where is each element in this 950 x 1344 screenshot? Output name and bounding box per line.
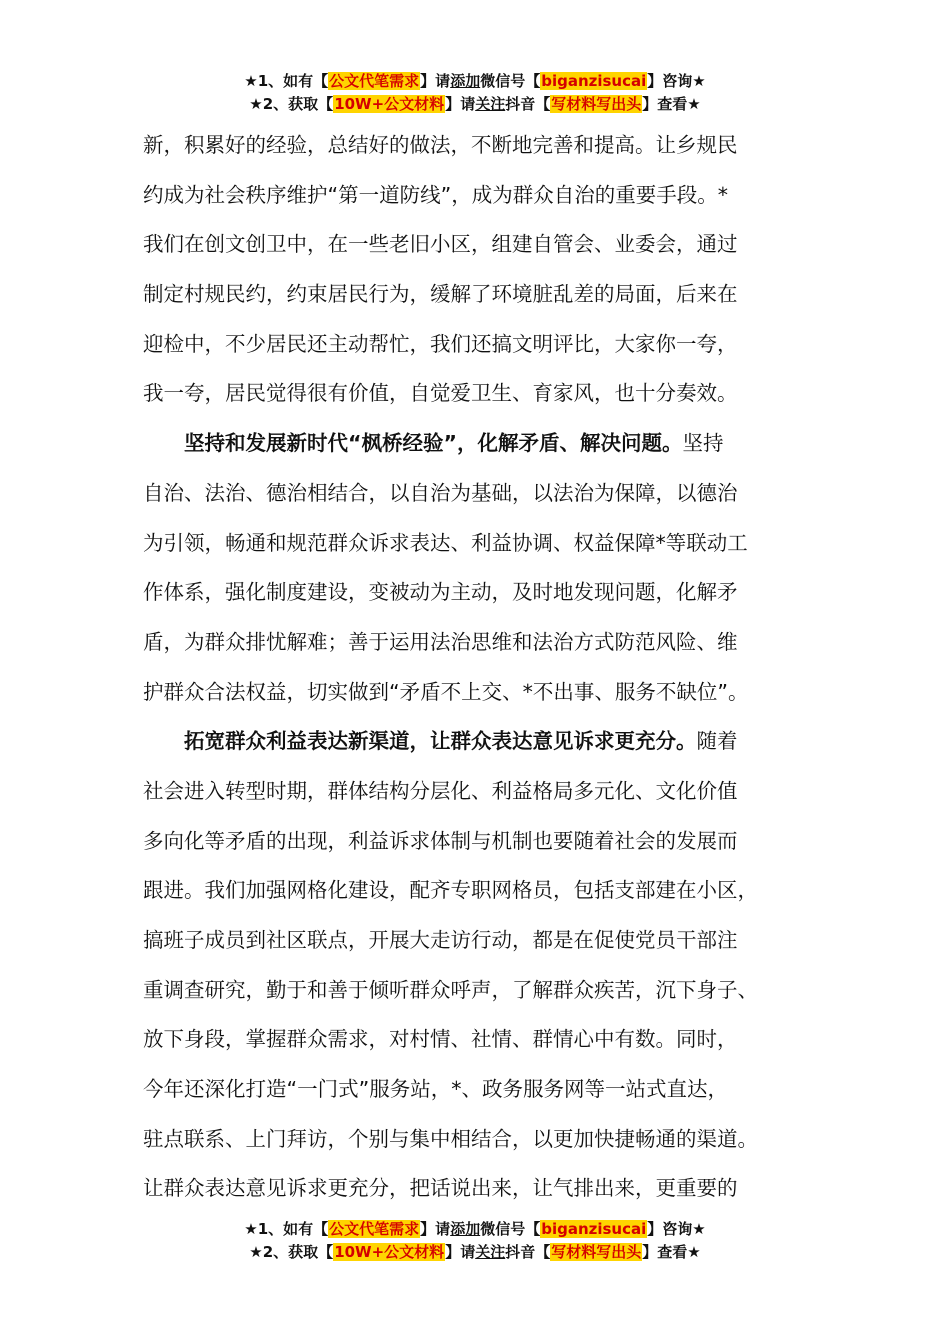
body-line: 新，积累好的经验，总结好的做法，不断地完善和提高。让乡规民 — [143, 133, 738, 157]
body-line: 我们在创文创卫中，在一些老旧小区，组建自管会、业委会，通过 — [143, 232, 738, 257]
banner-highlight: 10W+公文材料 — [334, 95, 445, 113]
footer-banner — [0, 1218, 950, 1264]
banner-underline: 关注 — [475, 95, 506, 113]
banner-text: ★1、如有【 — [244, 1220, 329, 1238]
body-line: 自治、法治、德治相结合，以自治为基础，以法治为保障，以德治 — [143, 480, 738, 505]
banner-line-2 — [0, 1241, 950, 1264]
banner-highlight: biganzisucai — [541, 1220, 647, 1238]
banner-text: 】咨询★ — [647, 72, 706, 90]
body-line: 社会进入转型时期，群体结构分层化、利益格局多元化、文化价值 — [143, 778, 738, 803]
body-line: 为引领，畅通和规范群众诉求表达、利益协调、权益保障*等联动工 — [143, 530, 748, 555]
banner-text: 】请 — [420, 72, 451, 90]
paragraph-text: 坚持 — [682, 431, 724, 456]
banner-text: 】查看★ — [642, 95, 701, 113]
banner-text: 抖音【 — [505, 1243, 551, 1261]
body-line: 盾，为群众排忧解难；善于运用法治思维和法治方式防范风险、维 — [143, 629, 738, 654]
banner-underline: 添加 — [450, 1220, 481, 1238]
banner-text: 】请 — [445, 1243, 476, 1261]
body-line: 我一夸，居民觉得很有价值，自觉爱卫生、育家风，也十分奏效。 — [143, 381, 738, 406]
paragraph-heading-line — [143, 717, 823, 767]
body-line: 多向化等矛盾的出现，利益诉求体制与机制也要随着社会的发展而 — [143, 828, 738, 853]
body-line: 护群众合法权益，切实做到“矛盾不上交、*不出事、服务不缺位”。 — [143, 679, 749, 704]
banner-text: ★2、获取【 — [249, 1243, 334, 1261]
body-line: 制定村规民约，约束居民行为，缓解了环境脏乱差的局面，后来在 — [143, 282, 738, 307]
banner-text: ★2、获取【 — [249, 95, 334, 113]
paragraph-text: 随着 — [696, 729, 738, 754]
body-line: 约成为社会秩序维护“第一道防线”，成为群众自治的重要手段。* — [143, 182, 728, 207]
body-line: 今年还深化打造“一门式”服务站，*、政务服务网等一站式直达， — [143, 1077, 728, 1102]
body-line: 重调查研究，勤于和善于倾听群众呼声，了解群众疾苦，沉下身子、 — [143, 977, 758, 1002]
header-banner — [0, 70, 950, 116]
banner-text: 】请 — [445, 95, 476, 113]
banner-text: 】咨询★ — [647, 1220, 706, 1238]
body-line: 迎检中，不少居民还主动帮忙，我们还搞文明评比，大家你一夸， — [143, 331, 738, 356]
document-body — [143, 121, 823, 1214]
banner-underline: 关注 — [475, 1243, 506, 1261]
paragraph-heading: 坚持和发展新时代“枫桥经验”，化解矛盾、解决问题。 — [184, 431, 683, 456]
banner-line-1 — [0, 1218, 950, 1241]
banner-highlight: 公文代笔需求 — [329, 72, 420, 90]
paragraph-heading-line — [143, 419, 823, 469]
banner-line-2 — [0, 93, 950, 116]
body-line: 让群众表达意见诉求更充分，把话说出来，让气排出来，更重要的 — [143, 1176, 738, 1201]
banner-text: 】请 — [420, 1220, 451, 1238]
body-line: 跟进。我们加强网格化建设，配齐专职网格员，包括支部建在小区， — [143, 878, 758, 903]
banner-text: 微信号【 — [480, 1220, 541, 1238]
body-line: 作体系，强化制度建设，变被动为主动，及时地发现问题，化解矛 — [143, 580, 738, 605]
banner-text: 抖音【 — [505, 95, 551, 113]
banner-highlight: 公文代笔需求 — [329, 1220, 420, 1238]
banner-line-1 — [0, 70, 950, 93]
banner-text: 微信号【 — [480, 72, 541, 90]
body-line: 放下身段，掌握群众需求，对村情、社情、群情心中有数。同时， — [143, 1027, 738, 1052]
banner-underline: 添加 — [450, 72, 481, 90]
banner-text: ★1、如有【 — [244, 72, 329, 90]
banner-highlight: biganzisucai — [541, 72, 647, 90]
body-line: 驻点联系、上门拜访，个别与集中相结合，以更加快捷畅通的渠道。 — [143, 1126, 758, 1151]
body-line: 搞班子成员到社区联点，开展大走访行动，都是在促使党员干部注 — [143, 928, 738, 952]
banner-highlight: 10W+公文材料 — [334, 1243, 445, 1261]
banner-highlight: 写材料写出头 — [551, 1243, 642, 1261]
banner-text: 】查看★ — [642, 1243, 701, 1261]
paragraph-heading: 拓宽群众利益表达新渠道，让群众表达意见诉求更充分。 — [184, 729, 697, 754]
banner-highlight: 写材料写出头 — [551, 95, 642, 113]
